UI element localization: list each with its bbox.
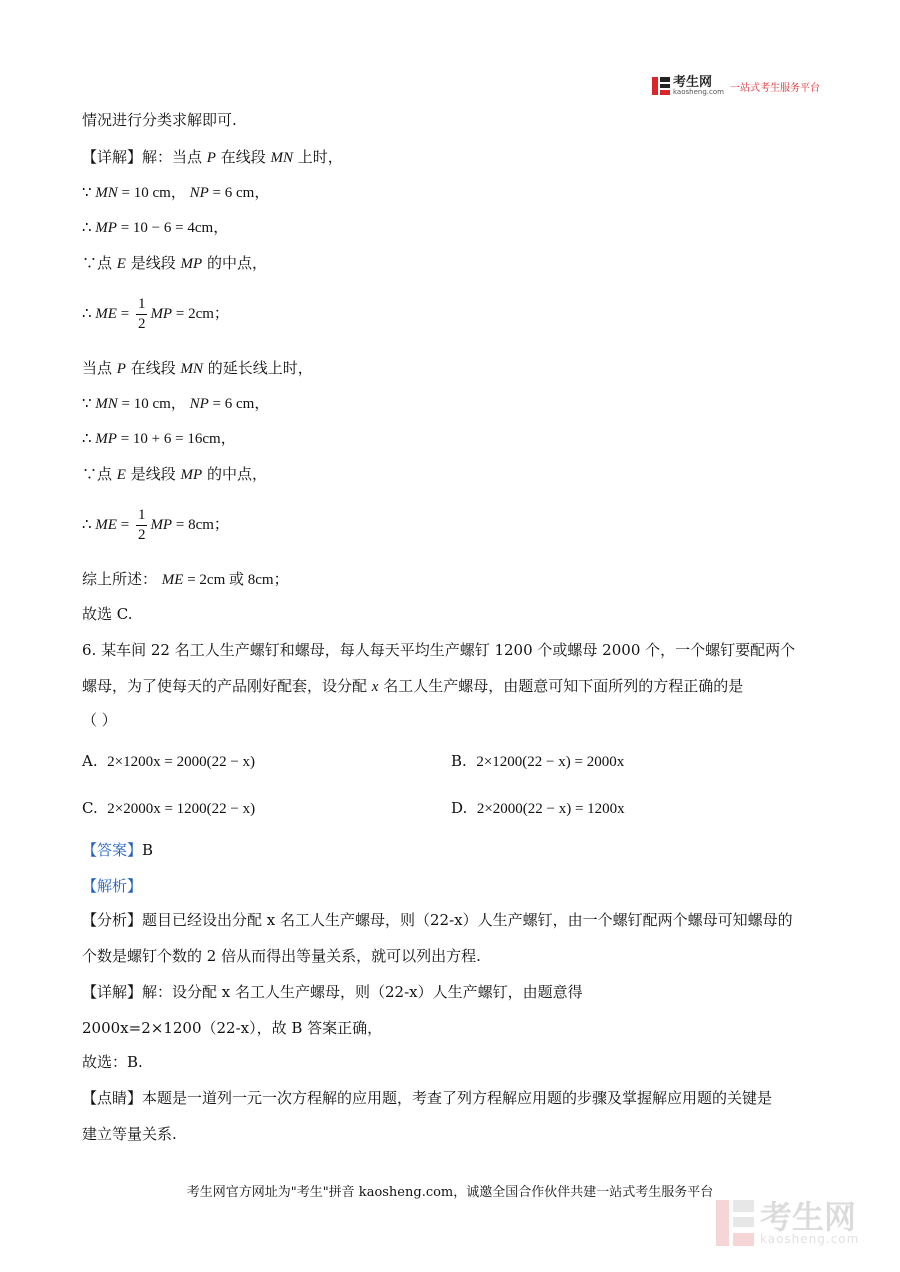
logo-name: 考生网 bbox=[673, 75, 713, 90]
question-blank: （ ） bbox=[82, 711, 117, 729]
text-line: 【点睛】本题是一道列一元一次方程解的应用题，考查了列方程解应用题的步骤及掌握解应用题的关键是 bbox=[82, 1089, 773, 1107]
answer-tag: 【答案】 bbox=[82, 841, 143, 859]
fraction: $\frac{1}{2}$ bbox=[137, 296, 146, 333]
text-line: 【详解】解：当点 P 在线段 MN 上时， bbox=[82, 148, 343, 166]
text-line: 2000x=2×1200（22-x），故 B 答案正确， bbox=[82, 1019, 383, 1037]
text-line: 【分析】题目已经设出分配 x 名工人生产螺母，则（22-x）人生产螺钉，由一个螺钉配两个螺母可知螺母的 bbox=[82, 911, 793, 929]
question-text: 螺母，为了使每天的产品刚好配套，设分配 x 名工人生产螺母，由题意可知下面所列的方程正确的是 bbox=[82, 677, 744, 695]
option-d: D. 2×2000(22 − x) = 1200x bbox=[451, 799, 625, 817]
answer-value: B bbox=[142, 841, 154, 859]
header-logo bbox=[652, 76, 820, 96]
watermark-logo bbox=[716, 1200, 859, 1246]
page-footer: 考生网官方网址为"考生"拼音 kaosheng.com，诚邀全国合作伙伴共建一站式考生服务平台 bbox=[186, 1185, 714, 1200]
text-line: 【详解】解：设分配 x 名工人生产螺母，则（22-x）人生产螺钉，由题意得 bbox=[82, 983, 583, 1001]
watermark-url: kaosheng.com bbox=[760, 1232, 860, 1246]
option-c: C. 2×2000x = 1200(22 − x) bbox=[82, 799, 256, 817]
logo-url: kaosheng.com bbox=[673, 88, 724, 96]
option-a: A. 2×1200x = 2000(22 − x) bbox=[82, 752, 256, 770]
equation-line: ∴ ME = $\frac{1}{2}$ MP = 8cm； bbox=[82, 507, 229, 544]
text-line: 建立等量关系. bbox=[82, 1125, 177, 1143]
text-line: ∵点 E 是线段 MP 的中点， bbox=[82, 465, 267, 483]
kaosheng-logo-icon bbox=[652, 77, 670, 95]
text-line: 情况进行分类求解即可. bbox=[82, 111, 237, 129]
text-line: 当点 P 在线段 MN 的延长线上时， bbox=[82, 359, 313, 377]
text-line: ∵点 E 是线段 MP 的中点， bbox=[82, 254, 267, 272]
analysis-tag: 【解析】 bbox=[82, 877, 143, 895]
equation-line: ∴ MP = 10 + 6 = 16cm， bbox=[82, 431, 236, 447]
equation-line: ∵ MN = 10 cm， NP = 6 cm， bbox=[82, 185, 270, 201]
text-line: 故选 C. bbox=[82, 605, 133, 623]
equation-line: ∴ ME = $\frac{1}{2}$ MP = 2cm； bbox=[82, 296, 229, 333]
text-line: 个数是螺钉个数的 2 倍从而得出等量关系，就可以列出方程. bbox=[82, 947, 481, 965]
question-text: 6. 某车间 22 名工人生产螺钉和螺母，每人每天平均生产螺钉 1200 个或螺母 2000 个，一个螺钉要配两个 bbox=[82, 641, 796, 659]
text-line: 故选：B. bbox=[82, 1053, 143, 1071]
logo-slogan: 一站式考生服务平台 bbox=[729, 82, 820, 94]
option-b: B. 2×1200(22 − x) = 2000x bbox=[451, 752, 625, 770]
kaosheng-watermark-icon bbox=[716, 1200, 754, 1246]
fraction: $\frac{1}{2}$ bbox=[137, 507, 146, 544]
watermark-name: 考生网 bbox=[760, 1198, 857, 1236]
equation-line: ∵ MN = 10 cm， NP = 6 cm， bbox=[82, 396, 270, 412]
equation-line: ∴ MP = 10 − 6 = 4cm， bbox=[82, 220, 229, 236]
answer-line bbox=[82, 840, 153, 860]
text-line: 综上所述： ME = 2cm 或 8cm； bbox=[82, 570, 289, 588]
